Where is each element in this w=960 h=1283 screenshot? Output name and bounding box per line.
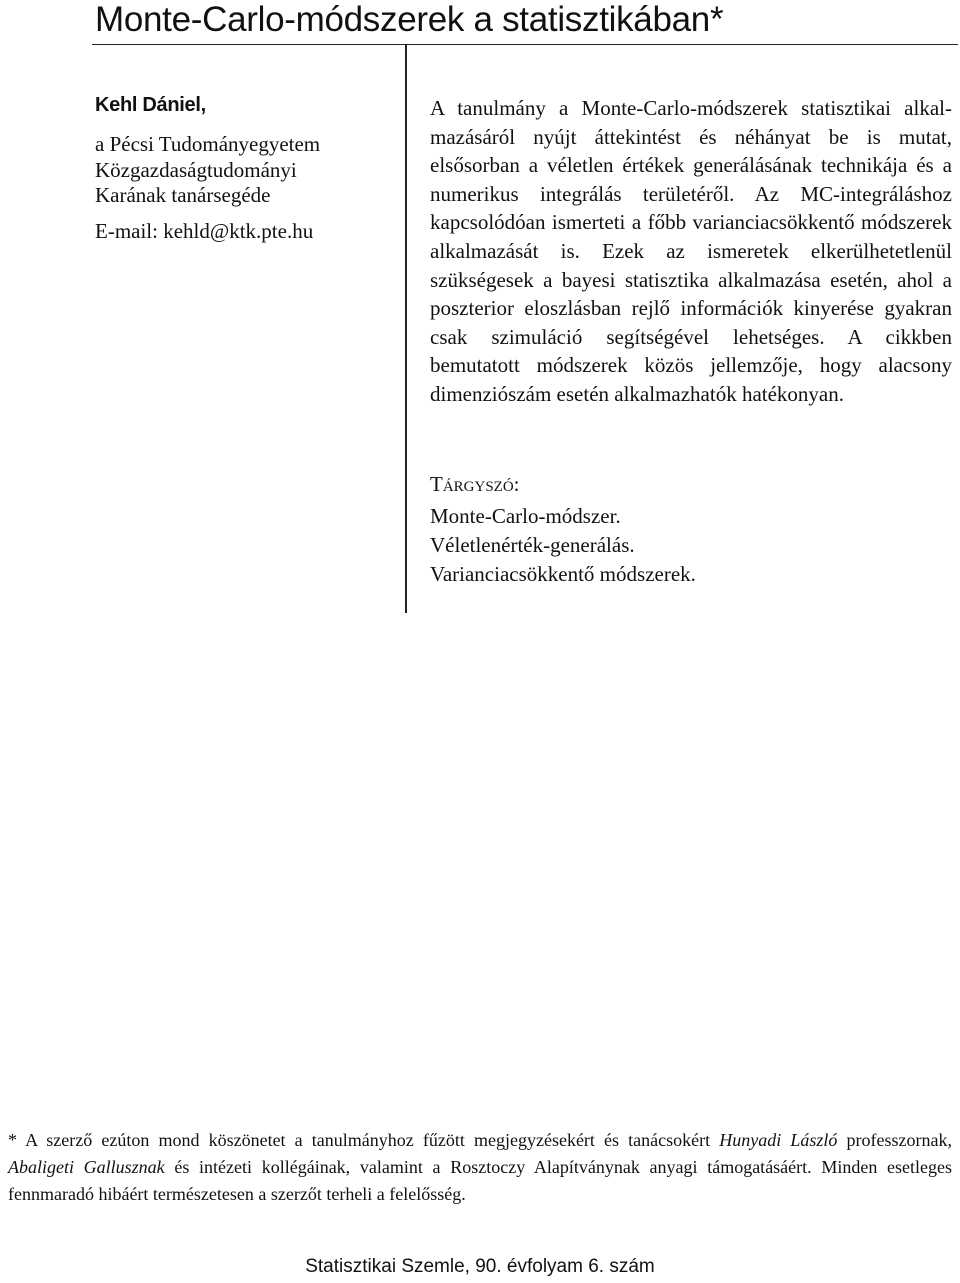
footnote-text: professzornak, — [837, 1130, 952, 1150]
footnote-name: Abaligeti Gallusznak — [8, 1157, 165, 1178]
footnote-text: * A szerző ezúton mond köszönetet a tanulmányhoz fűzött megjegyzésekért és tanácsokért — [8, 1130, 720, 1150]
author-info — [95, 93, 395, 244]
author-affiliation-line: a Pécsi Tudományegyetem — [95, 132, 321, 156]
keyword-item: Varianciacsökkentő módszerek. — [430, 561, 696, 586]
keywords-heading: Tárgyszó: — [430, 472, 520, 496]
author-email: E-mail: kehld@ktk.pte.hu — [95, 218, 314, 243]
author-affiliation-line: Közgazdaságtudományi — [95, 157, 297, 182]
author-affiliation-line: Karának tanársegéde — [95, 183, 271, 207]
abstract: A tanulmány a Monte-Carlo-módszerek statisztikai alkalmazásáról nyújt áttekintést és néhányat be is mutat, elsősorban a véletlen értékek generálásának technikája és a numerikus integrálás területéről. Az MC-integráláshoz kapcsolódóan ismerteti a főbb varianciacsökkentő módszerek alkalmazását is. Ezek az ismeretek elkerülhetetlenül szükségesek a bayesi statisztika alkalmazása esetén, ahol a poszterior eloszlásban rejlő információk kinyerése gyakran csak szimuláció segítségével lehetséges. A cikkben bemutatott módszerek közös jellemzője, hogy alacsony dimenziószám esetén alkalmazhatók hatékonyan. — [430, 96, 952, 406]
keyword-item: Véletlenérték-generálás. — [430, 532, 635, 557]
keywords-list — [430, 502, 950, 588]
footnote — [8, 1127, 952, 1209]
column-divider — [405, 45, 407, 613]
footnote-name: Hunyadi László — [719, 1130, 838, 1150]
journal-footer: Statisztikai Szemle, 90. évfolyam 6. szám — [305, 1256, 655, 1277]
footnote-text: és intézeti kollégáinak, valamint a Rosztoczy Alapítványnak anyagi támogatásáért. Minden esetleges fennmaradó hibáért természetesen a szerzőt terheli a felelősség. — [8, 1157, 952, 1205]
author-name: Kehl Dániel, — [95, 94, 206, 116]
title-divider — [92, 44, 958, 45]
keyword-item: Monte-Carlo-módszer. — [430, 504, 621, 528]
article-title: Monte-Carlo-módszerek a statisztikában* — [95, 0, 724, 39]
